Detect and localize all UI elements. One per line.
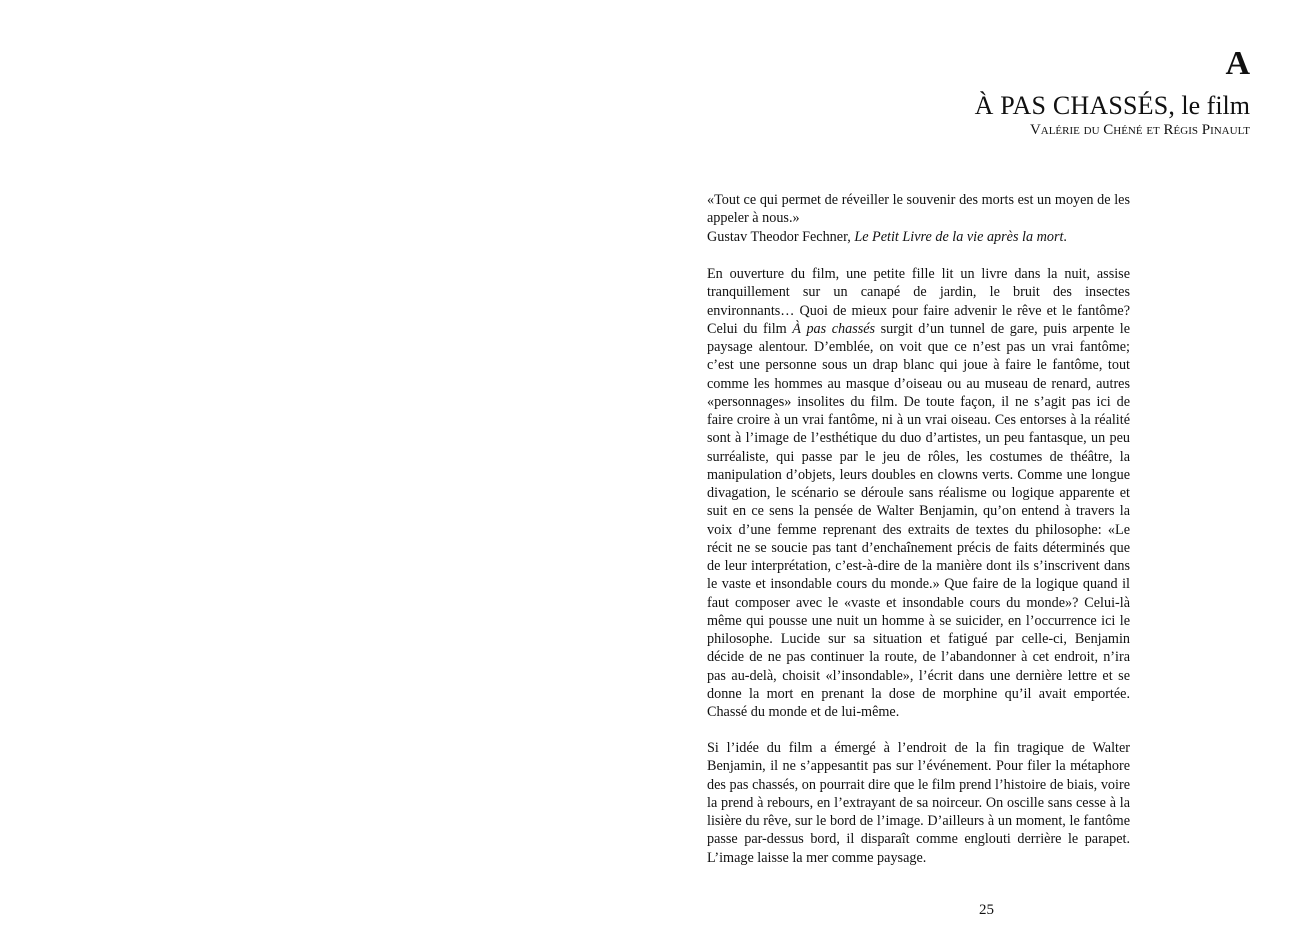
body-paragraph-2 bbox=[707, 739, 1130, 867]
paragraph-1-part-a: En ouverture du film, une petite fille lit un livre dans la nuit, assise tranquillement sur un canapé de jardin, le bruit des insectes environnants… Quoi de mieux pour faire advenir le rêve et le fantôme? Celui du film bbox=[707, 266, 1130, 337]
epigraph-quote: «Tout ce qui permet de réveiller le souvenir des morts est un moyen de les appeler à nous.» bbox=[707, 192, 1130, 227]
chapter-title-main: À PAS CHASSÉS bbox=[974, 91, 1169, 120]
epigraph-attribution bbox=[707, 228, 1130, 246]
section-letter: A bbox=[1225, 45, 1250, 82]
film-title-inline: À pas chassés bbox=[792, 320, 876, 337]
epigraph-work-title: Le Petit Livre de la vie après la mort bbox=[854, 228, 1064, 245]
right-page bbox=[647, 0, 1294, 949]
epigraph-end: . bbox=[1063, 228, 1067, 245]
paragraph-1-part-b: surgit d’un tunnel de gare, puis arpente le paysage alentour. D’emblée, on voit que ce n’est pas un vrai fantôme; c’est une personne sous un drap blanc qui joue à faire le fantôme, tout comme les hommes au masque d’oiseau ou au museau de renard, autres «personnages» insolites du film. De toute façon, il ne s’agit pas ici de faire croire à un vrai fantôme, ni à un vrai oiseau. Ces entorses à la réalité sont à l’image de l’esthétique du duo d’artistes, un peu fantasque, un peu surréaliste, qui passe par le jeu de rôles, les costumes de théâtre, la manipulation d’objets, leurs doubles en clowns verts. Comme une longue divagation, le scénario se déroule sans réalisme ou logique apparente et suit en ce sens la pensée de Walter Benjamin, qu’on entend à travers la voix d’une femme reprenant des extraits de textes du philosophe: «Le récit ne se soucie pas tant d’enchaînement précis de faits déterminés que de leur interprétation, c’est-à-dire de la manière dont ils s’inscrivent dans le vaste et insondable cours du monde.» Que faire de la logique quand il faut composer avec le «vaste et insondable cours du monde»? Celui-là même qui pousse une nuit un homme à se suicider, en l’occurrence ici le philosophe. Lucide sur sa situation et fatigué par celle-ci, Benjamin décide de ne pas continuer la route, de l’abandonner à cet endroit, n’ira pas au-delà, choisit «l’insondable», l’écrit dans une dernière lettre et se donne la mort en prenant la dose de morphine qu’il avait emportée. Chassé du monde et de lui-même. bbox=[707, 320, 1130, 720]
paragraph-2-text: Si l’idée du film a émergé à l’endroit de la fin tragique de Walter Benjamin, il ne s’appesantit pas sur l’événement. Pour filer la métaphore des pas chassés, on pourrait dire que le film prend l’histoire de biais, voire la prend à rebours, en l’extrayant de sa noirceur. On oscille sans cesse à la lisière du rêve, sur le bord de l’image. D’ailleurs à un moment, le fantôme passe par-dessus bord, il disparaît comme englouti derrière le parapet. L’image laisse la mer comme paysage. bbox=[707, 740, 1130, 866]
body-paragraph-1 bbox=[707, 265, 1130, 721]
chapter-title-suffix: , le film bbox=[1168, 91, 1250, 120]
paragraph-1-text bbox=[707, 265, 1130, 721]
chapter-title bbox=[975, 90, 1250, 122]
chapter-authors: Valérie du Chéné et Régis Pinault bbox=[1029, 122, 1250, 138]
page-number: 25 bbox=[979, 902, 994, 918]
epigraph-author: Gustav Theodor Fechner, bbox=[707, 228, 855, 245]
epigraph bbox=[707, 191, 1130, 246]
